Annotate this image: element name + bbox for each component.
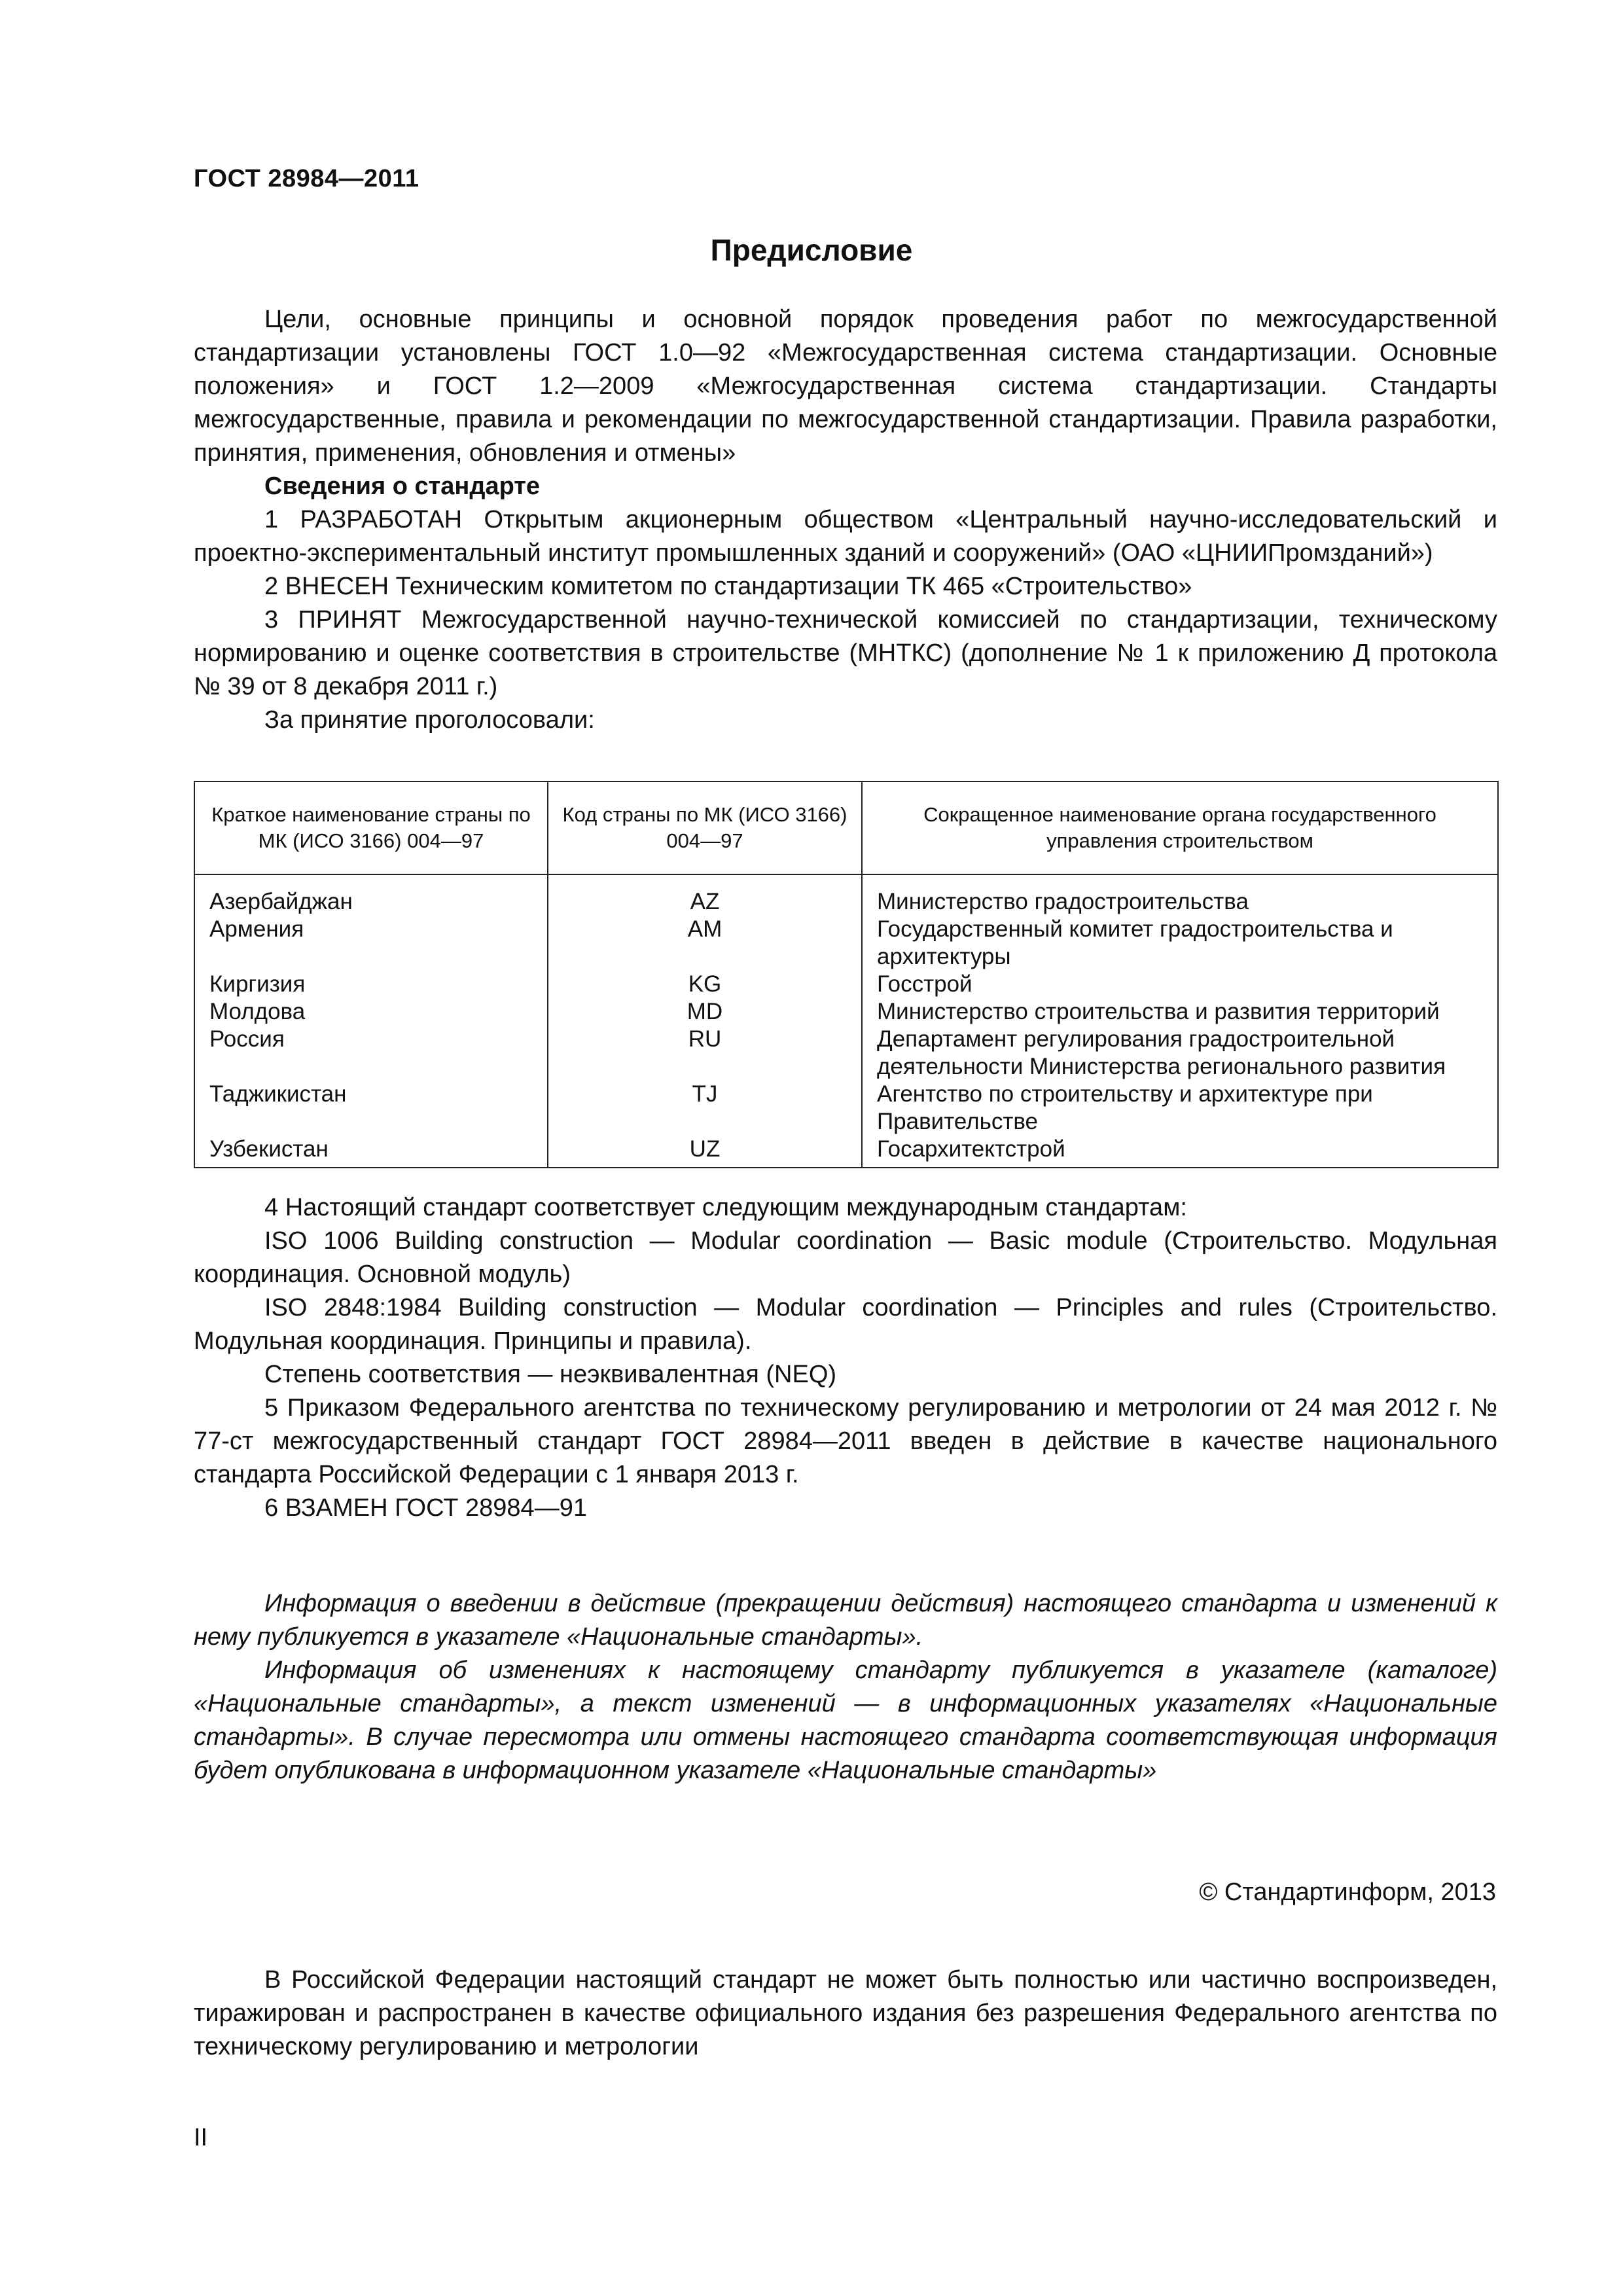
- cell-code: RU: [548, 1026, 862, 1081]
- table-row: [194, 1081, 1498, 1136]
- page-title: Предисловие: [710, 233, 913, 267]
- standard-code-header: ГОСТ 28984—2011: [194, 165, 419, 192]
- iso-1006: ISO 1006 Building construction — Modular coordination — Basic module (Строительство. Модульная координация. Основной модуль): [194, 1227, 1497, 1288]
- page-number: II: [194, 2124, 208, 2151]
- cell-code: UZ: [548, 1136, 862, 1168]
- item-conformity: 4 Настоящий стандарт соответствует следующим международным стандартам:: [264, 1194, 1187, 1221]
- notice-paragraph: Информация об изменениях к настоящему стандарту публикуется в указателе (каталоге) «Национальные стандарты», а текст изменений — в информационных указателях «Национальные стандарты». В случае пересмотра или отмены настоящего стандарта соответствующая информация будет опубликована в информационном указателе «Национальные стандарты»: [194, 1657, 1497, 1784]
- restriction-notice: [194, 1964, 1497, 2064]
- restriction-paragraph: В Российской Федерации настоящий стандарт не может быть полностью или частично воспроизведен, тиражирован и распространен в качестве официального издания без разрешения Федерального агентства по техническому регулированию и метрологии: [194, 1966, 1497, 2060]
- preface-intro: [194, 303, 1497, 737]
- table-row: [194, 1026, 1498, 1081]
- cell-body: Госархитектстрой: [862, 1136, 1498, 1168]
- item-introduced: 2 ВНЕСЕН Техническим комитетом по стандартизации ТК 465 «Строительство»: [264, 573, 1192, 600]
- cell-country: Таджикистан: [194, 1081, 548, 1136]
- cell-code: KG: [548, 971, 862, 998]
- copyright: © Стандартинформ, 2013: [1199, 1878, 1496, 1906]
- item-developed: 1 РАЗРАБОТАН Открытым акционерным обществом «Центральный научно-исследовательский и проектно-экспериментальный институт промышленных зданий и сооружений» (ОАО «ЦНИИПромзданий»): [194, 506, 1497, 567]
- publication-notice: [194, 1587, 1497, 1787]
- header-country: Краткое наименование страны по МК (ИСО 3166) 004—97: [194, 781, 548, 874]
- conformity-degree: Степень соответствия — неэквивалентная (NEQ): [264, 1361, 837, 1388]
- cell-country: Киргизия: [194, 971, 548, 998]
- cell-body: Департамент регулирования градостроительной деятельности Министерства регионального развития: [862, 1026, 1498, 1081]
- item-order: 5 Приказом Федерального агентства по техническому регулированию и метрологии от 24 мая 2012 г. № 77-ст межгосударственный стандарт ГОСТ 28984—2011 введен в действие в качестве национального стандарта Российской Федерации с 1 января 2013 г.: [194, 1394, 1497, 1488]
- table-header-row: [194, 781, 1498, 874]
- header-code: Код страны по МК (ИСО 3166) 004—97: [548, 781, 862, 874]
- cell-code: TJ: [548, 1081, 862, 1136]
- cell-body: Министерство градостроительства: [862, 874, 1498, 916]
- cell-country: Армения: [194, 916, 548, 971]
- cell-country: Россия: [194, 1026, 548, 1081]
- cell-country: Узбекистан: [194, 1136, 548, 1168]
- intro-paragraph: Цели, основные принципы и основной порядок проведения работ по межгосударственной стандартизации установлены ГОСТ 1.0—92 «Межгосударственная система стандартизации. Основные положения» и ГОСТ 1.2—2009 «Межгосударственная система стандартизации. Стандарты межгосударственные, правила и рекомендации по межгосударственной стандартизации. Правила разработки, принятия, применения, обновления и отмены»: [194, 306, 1497, 467]
- cell-country: Азербайджан: [194, 874, 548, 916]
- table-row: [194, 874, 1498, 916]
- table-row: [194, 916, 1498, 971]
- table-row: [194, 971, 1498, 998]
- voting-countries-table: [194, 781, 1499, 1168]
- item-adopted: 3 ПРИНЯТ Межгосударственной научно-технической комиссией по стандартизации, техническому нормированию и оценке соответствия в строительстве (МНТКС) (дополнение № 1 к приложению Д протокола № 39 от 8 декабря 2011 г.): [194, 606, 1497, 700]
- cell-body: Агентство по строительству и архитектуре при Правительстве: [862, 1081, 1498, 1136]
- cell-body: Госстрой: [862, 971, 1498, 998]
- item-replaces: 6 ВЗАМЕН ГОСТ 28984—91: [264, 1494, 587, 1522]
- voted-label: За принятие проголосовали:: [264, 706, 595, 734]
- cell-body: Министерство строительства и развития территорий: [862, 998, 1498, 1026]
- table-row: [194, 1136, 1498, 1168]
- notice-paragraph: Информация о введении в действие (прекращении действия) настоящего стандарта и изменений к нему публикуется в указателе «Национальные стандарты».: [194, 1590, 1497, 1651]
- cell-code: MD: [548, 998, 862, 1026]
- table-row: [194, 998, 1498, 1026]
- cell-code: AZ: [548, 874, 862, 916]
- info-heading: Сведения о стандарте: [264, 473, 541, 500]
- iso-2848: ISO 2848:1984 Building construction — Modular coordination — Principles and rules (Строительство. Модульная координация. Принципы и правила).: [194, 1294, 1497, 1355]
- cell-body: Государственный комитет градостроительства и архитектуры: [862, 916, 1498, 971]
- preface-items-continued: [194, 1191, 1497, 1525]
- cell-code: AM: [548, 916, 862, 971]
- cell-country: Молдова: [194, 998, 548, 1026]
- header-body: Сокращенное наименование органа государственного управления строительством: [862, 781, 1498, 874]
